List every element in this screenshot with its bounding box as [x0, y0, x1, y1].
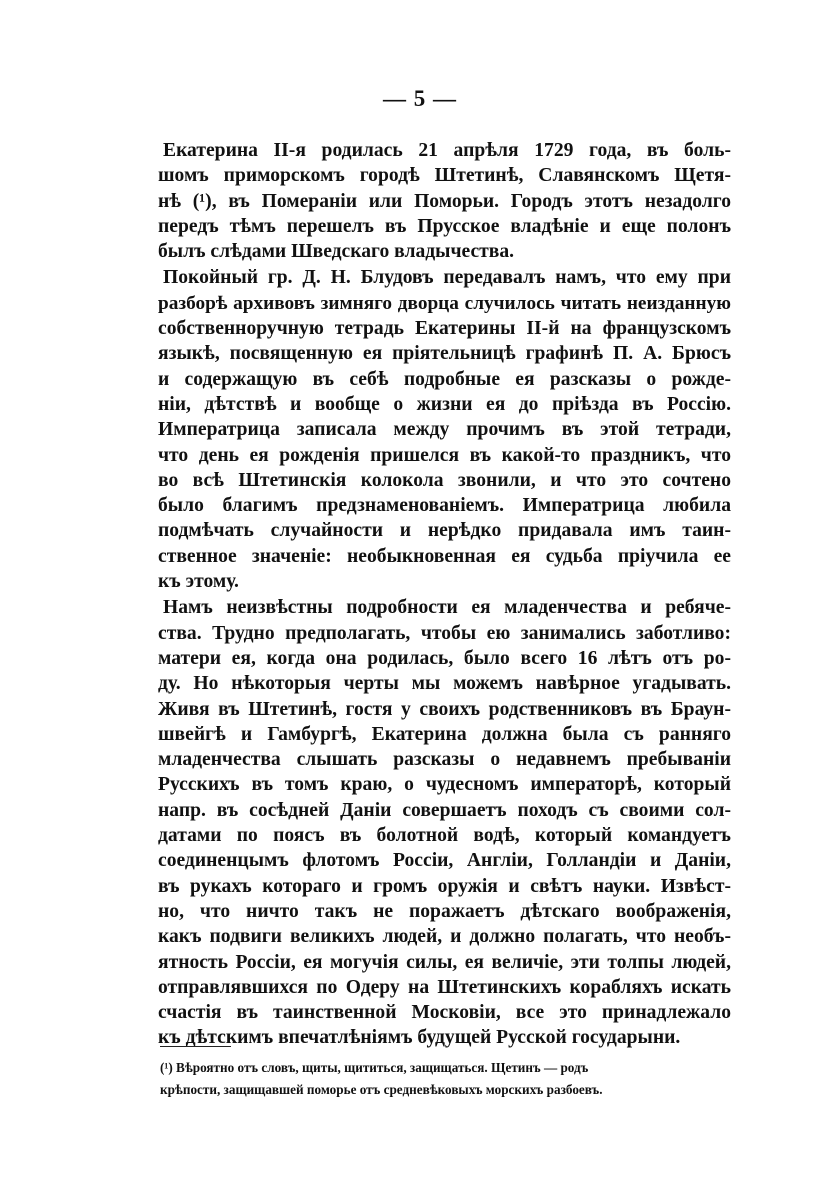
text-line: Покойный гр. Д. Н. Блудовъ передавалъ намъ, что ему при	[163, 267, 731, 289]
text-line: но, что ничто такъ не поражаетъ дѣтскаго воображенія,	[158, 900, 731, 922]
text-line: ства. Трудно предполагать, чтобы ею занимались заботливо:	[158, 622, 731, 644]
text-line: ду. Но нѣкоторыя черты мы можемъ навѣрное угадывать.	[158, 673, 731, 695]
main-text	[158, 138, 731, 1051]
text-line: собственноручную тетрадь Екатерины II-й на французскомъ	[158, 318, 731, 340]
text-line: нѣ (¹), въ Помераніи или Поморьи. Городъ этотъ незадолго	[158, 190, 731, 212]
text-line: соединенцымъ флотомъ Россіи, Англіи, Голландіи и Даніи,	[158, 850, 731, 872]
text-line: отправлявшихся по Одеру на Штетинскихъ корабляхъ искать	[158, 976, 731, 998]
text-line: шомъ приморскомъ городѣ Штетинѣ, Славянскомъ Щетя-	[158, 165, 731, 187]
text-line: разборѣ архивовъ зимняго дворца случилось читать неизданную	[158, 292, 731, 314]
text-line: какъ подвиги великихъ людей, и должно полагать, что необъ-	[158, 926, 731, 948]
text-line: что день ея рожденія пришелся въ какой-то праздникъ, что	[158, 444, 731, 466]
text-line: младенчества слышать разсказы о недавнемъ пребываніи	[158, 749, 731, 771]
text-line: Русскихъ въ томъ краю, о чудесномъ императорѣ, который	[158, 774, 731, 796]
text-line: счастія въ таинственной Московіи, все это принадлежало	[158, 1002, 731, 1024]
text-line: было благимъ предзнаменованіемъ. Императрица любила	[158, 495, 731, 517]
text-line: подмѣчать случайности и нерѣдко придавала имъ таин-	[158, 520, 731, 542]
text-line: и содержащую въ себѣ подробные ея разсказы о рожде-	[158, 368, 731, 390]
text-line: былъ слѣдами Шведскаго владычества.	[158, 241, 515, 263]
text-line: Екатерина II-я родилась 21 апрѣля 1729 года, въ боль-	[163, 140, 731, 161]
text-line: датами по поясъ въ болотной водѣ, который командуетъ	[158, 825, 731, 847]
text-line: къ дѣтскимъ впечатлѣніямъ будущей Русской государыни.	[158, 1027, 681, 1049]
paragraph-2	[158, 265, 731, 594]
footnote-line: крѣпости, защищавшей поморье отъ средневѣковыхъ морскихъ разбоевъ.	[160, 1082, 603, 1097]
text-line: матери ея, когда она родилась, было всего 16 лѣтъ отъ ро-	[158, 647, 731, 669]
text-line: Живя въ Штетинѣ, гостя у своихъ родственниковъ въ Браун-	[158, 698, 731, 720]
page-number: — 5 —	[383, 86, 457, 111]
paragraph-1	[158, 138, 731, 264]
text-line: во всѣ Штетинскія колокола звонили, и что это сочтено	[158, 469, 731, 491]
text-line: Намъ неизвѣстны подробности ея младенчества и ребяче-	[163, 597, 731, 619]
text-line: передъ тѣмъ перешелъ въ Прусское владѣніе и еще полонъ	[158, 215, 731, 237]
text-line: напр. въ сосѣдней Даніи совершаетъ походъ съ своими сол-	[158, 799, 731, 821]
text-line: ніи, дѣтствѣ и вообще о жизни ея до пріѣзда въ Россію.	[158, 393, 731, 415]
paragraph-3	[158, 595, 731, 1050]
text-line: въ рукахъ котораго и громъ оружія и свѣтъ науки. Извѣст-	[158, 875, 731, 897]
text-line: Императрица записала между прочимъ въ этой тетради,	[158, 419, 731, 441]
footnote	[160, 1057, 731, 1101]
footnote-divider	[160, 1046, 231, 1047]
text-line: швейгѣ и Гамбургѣ, Екатерина должна была съ ранняго	[158, 723, 731, 745]
text-line: языкѣ, посвященную ея пріятельницѣ графинѣ П. А. Брюсъ	[158, 343, 731, 365]
text-line: ственное значеніе: необыкновенная ея судьба пріучила ее	[158, 545, 731, 567]
text-line: ятность Россіи, ея могучія силы, ея величіе, эти толпы людей,	[158, 951, 731, 973]
text-line: къ этому.	[158, 571, 239, 593]
footnote-line: (¹) Вѣроятно отъ словъ, щиты, щититься, защищаться. Щетинъ — родъ	[160, 1060, 589, 1075]
